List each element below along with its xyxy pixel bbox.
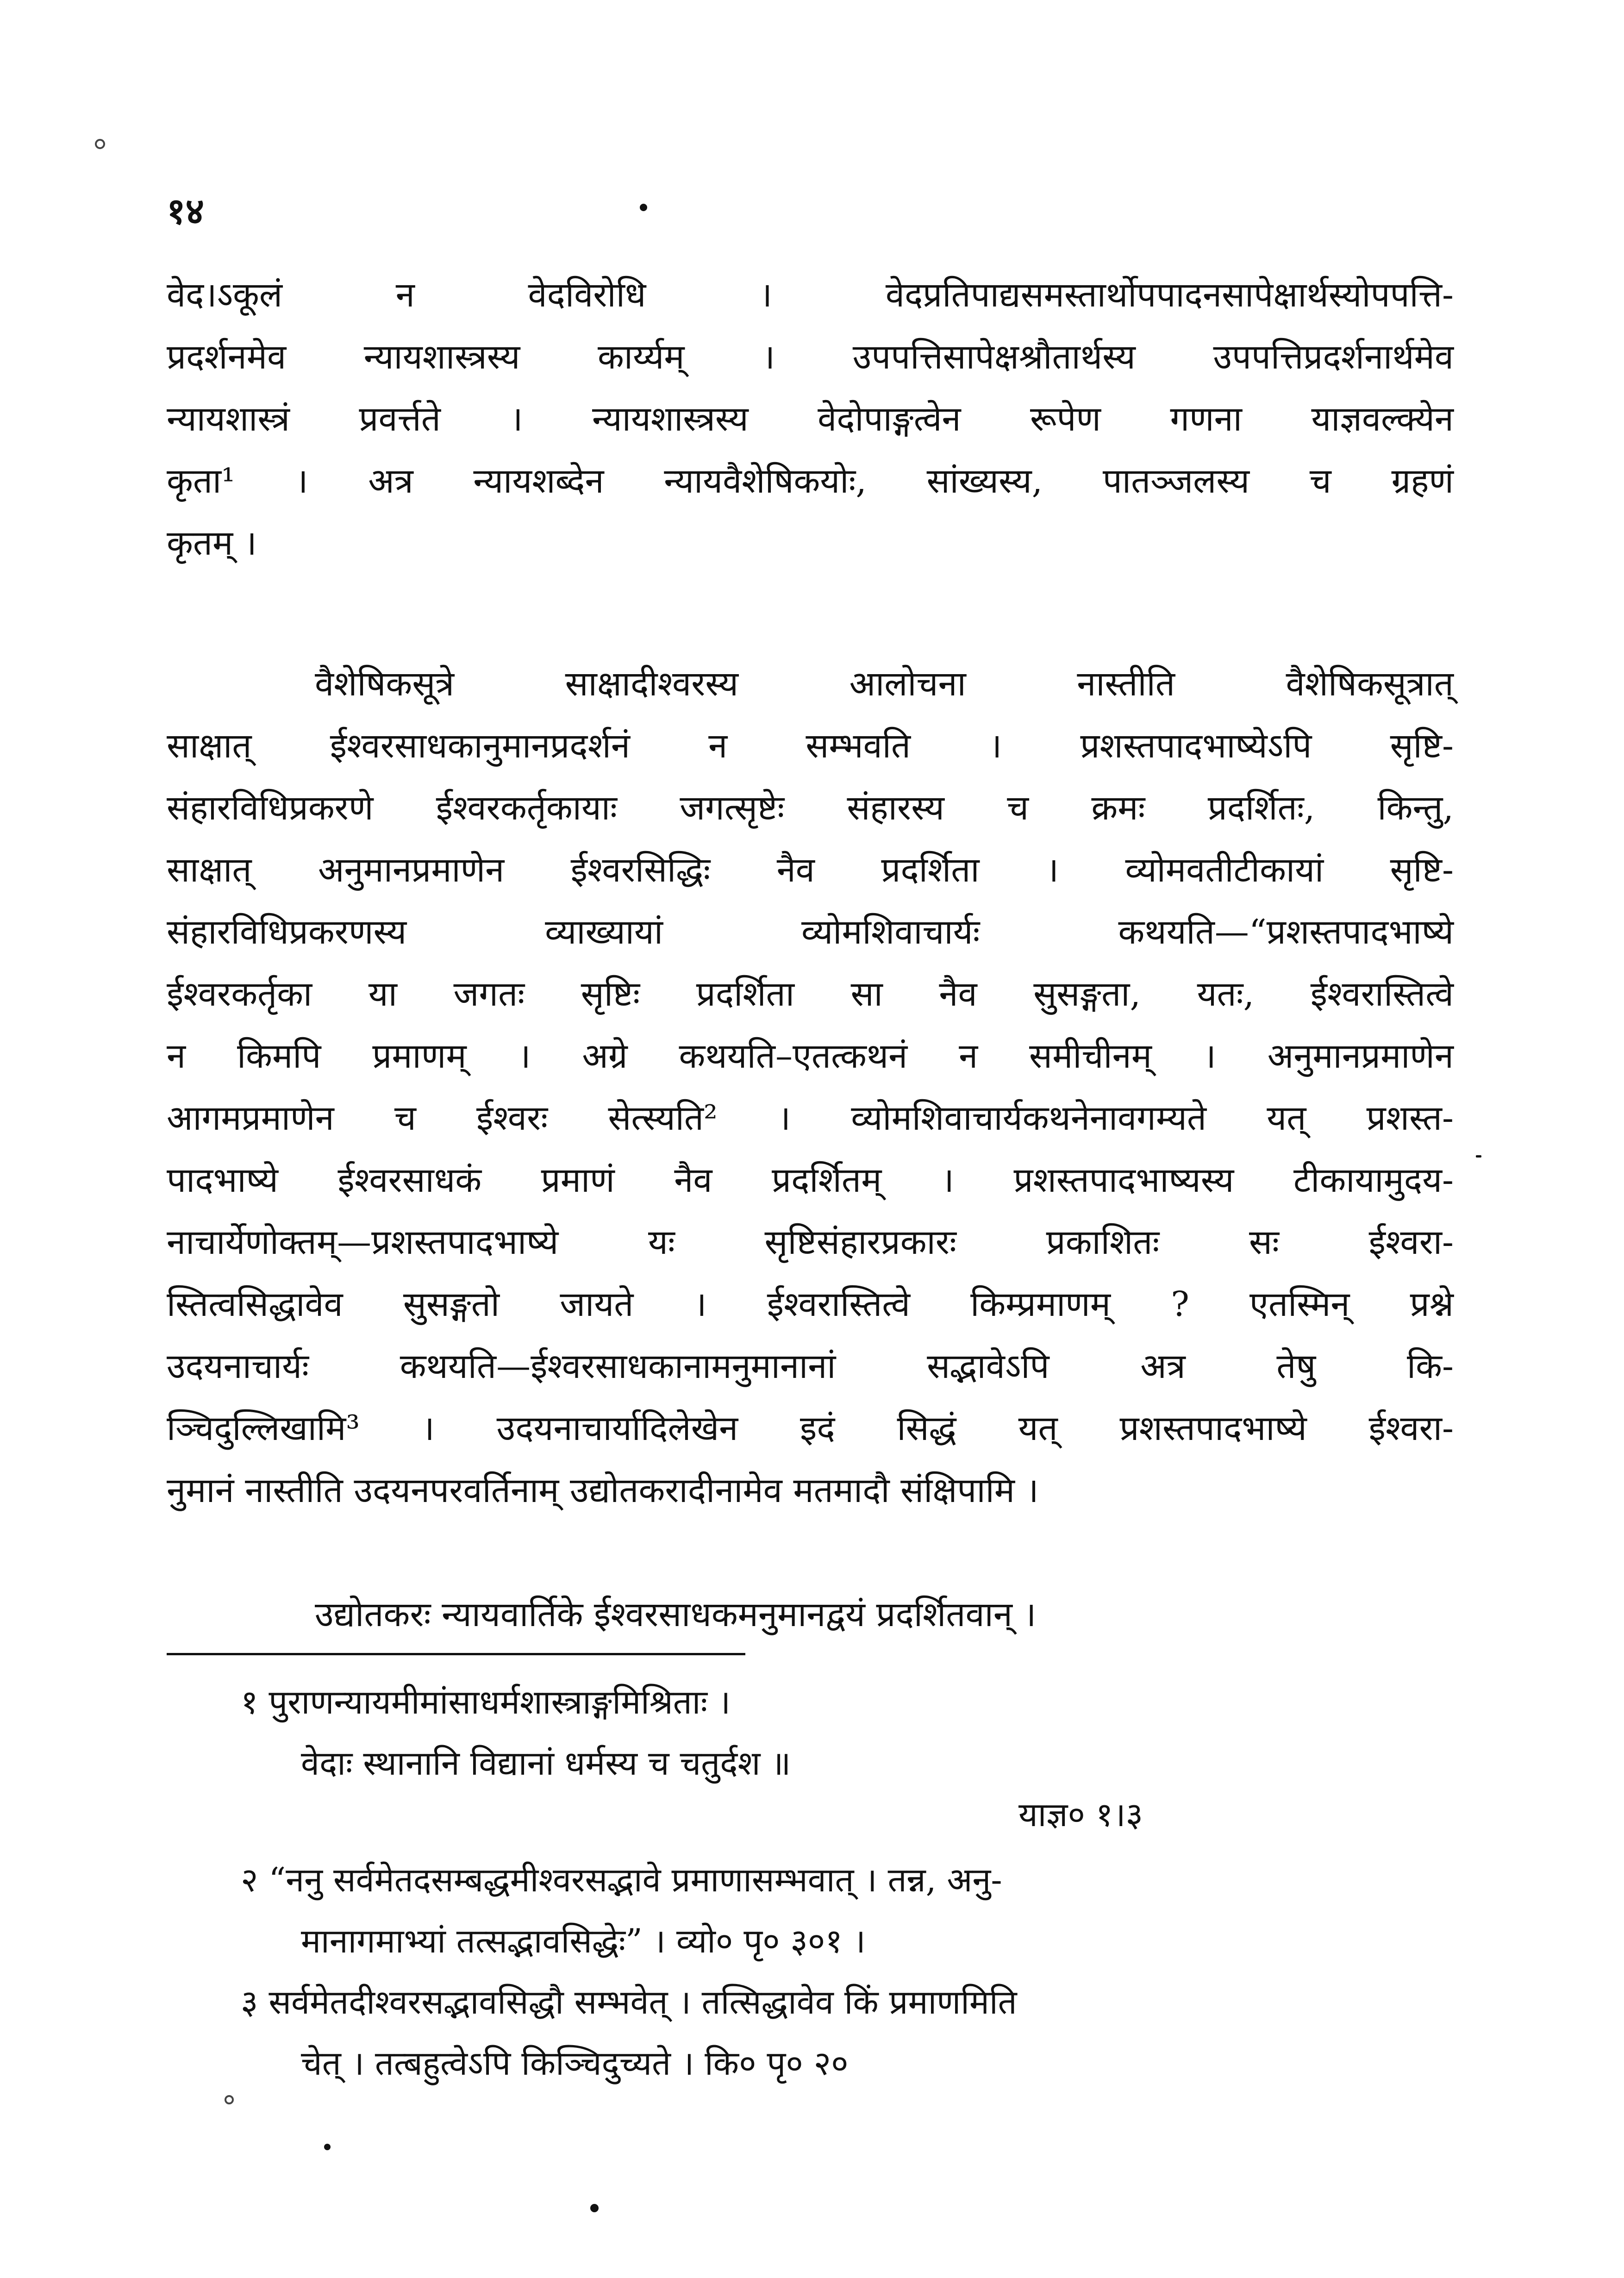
scan-speck [225,2095,234,2104]
footnote-1-line: १ पुराणन्यायमीमांसाधर्मशास्त्राङ्गमिश्रिताः । [241,1683,731,1721]
text-line: कृता¹ । अत्र न्यायशब्देन न्यायवैशेषिकयोः, सांख्यस्य, पातञ्जलस्य च ग्रहणं [167,461,1454,501]
footnotes [241,1671,1454,2094]
paragraph-1 [167,264,1454,574]
text-line: प्रदर्शनमेव न्यायशास्त्रस्य कार्य्यम् । उपपत्तिसापेक्षश्रौतार्थस्य उपपत्तिप्रदर्शनार्थमेव [167,337,1454,377]
text-line: नाचार्येणोक्तम्—प्रशस्तपादभाष्ये यः सृष्टिसंहारप्रकारः प्रकाशितः सः ईश्वरा- [167,1222,1454,1262]
footnote-divider [167,1653,745,1655]
scan-speck [590,2204,599,2212]
scan-speck [95,139,105,149]
text-line: वैशेषिकसूत्रे साक्षादीश्वरस्य आलोचना नास्तीति वैशेषिकसूत्रात् [315,664,1454,704]
text-line: न किमपि प्रमाणम् । अग्रे कथयति–एतत्कथनं न समीचीनम् । अनुमानप्रमाणेन [167,1036,1454,1076]
footnote-1-line: वेदाः स्थानानि विद्यानां धर्मस्य च चतुर्दश ॥ [301,1744,791,1783]
text-line: पादभाष्ये ईश्वरसाधकं प्रमाणं नैव प्रदर्शितम् । प्रशस्तपादभाष्यस्य टीकायामुदय- [167,1160,1454,1200]
scan-speck [1476,1155,1481,1158]
footnote-2-line: मानागमाभ्यां तत्सद्भावसिद्धेः” । व्यो० पृ० ३०१ । [301,1921,866,1960]
text-line: नुमानं नास्तीति उदयनपरवर्तिनाम् उद्योतकरादीनामेव मतमादौ संक्षिपामि । [167,1471,1039,1510]
paragraph-2 [167,653,1454,1521]
footnote-2-line: २ “ननु सर्वमेतदसम्बद्धमीश्वरसद्भावे प्रमाणासम्भवात् । तन्न, अनु- [241,1860,1002,1899]
page-number: १४ [167,190,205,232]
text-line: संहारविधिप्रकरणे ईश्वरकर्तृकायाः जगत्सृष्टेः संहारस्य च क्रमः प्रदर्शितः, किन्तु, [167,788,1454,828]
text-line: आगमप्रमाणेन च ईश्वरः सेत्स्यति² । व्योमशिवाचार्यकथनेनावगम्यते यत् प्रशस्त- [167,1098,1454,1138]
text-line: उद्योतकरः न्यायवार्तिके ईश्वरसाधकमनुमानद्वयं प्रदर्शितवान् । [315,1595,1037,1634]
text-line: कृतम् । [167,523,257,563]
text-line: वेद।ऽकूलं न वेदविरोधि । वेदप्रतिपाद्यसमस्तार्थोपपादनसापेक्षार्थस्योपपत्ति- [167,275,1454,315]
footnote-1-reference: याज्ञ० १।३ [1018,1795,1143,1834]
text-line: संहारविधिप्रकरणस्य व्याख्यायां व्योमशिवाचार्यः कथयति—“प्रशस्तपादभाष्ये [167,912,1454,952]
text-line: स्तित्वसिद्धावेव सुसङ्गतो जायते । ईश्वरास्तित्वे किम्प्रमाणम् ? एतस्मिन् प्रश्ने [167,1284,1454,1324]
text-line: न्यायशास्त्रं प्रवर्त्तते । न्यायशास्त्रस्य वेदोपाङ्गत्वेन रूपेण गणना याज्ञवल्क्येन [167,399,1454,439]
scan-speck [324,2144,331,2150]
text-line: ईश्वरकर्तृका या जगतः सृष्टिः प्रदर्शिता सा नैव सुसङ्गता, यतः, ईश्वरास्तित्वे [167,974,1454,1014]
text-line: साक्षात् अनुमानप्रमाणेन ईश्वरसिद्धिः नैव प्रदर्शिता । व्योमवतीटीकायां सृष्टि- [167,850,1454,890]
paragraph-3 [167,1583,1454,1646]
text-line: साक्षात् ईश्वरसाधकानुमानप्रदर्शनं न सम्भवति । प्रशस्तपादभाष्येऽपि सृष्टि- [167,726,1454,766]
footnote-3-line: चेत् । तत्बहुत्वेऽपि किञ्चिदुच्यते । कि० पृ० २० [301,2044,849,2083]
scan-speck [640,204,647,211]
footnote-3-line: ३ सर्वमेतदीश्वरसद्भावसिद्धौ सम्भवेत् । तत्सिद्धावेव किं प्रमाणमिति [241,1983,1017,2021]
text-line: ञ्चिदुल्लिखामि³ । उदयनाचार्यादिलेखेन इदं सिद्धं यत् प्रशस्तपादभाष्ये ईश्वरा- [167,1408,1454,1448]
text-line: उदयनाचार्यः कथयति—ईश्वरसाधकानामनुमानानां सद्भावेऽपि अत्र तेषु कि- [167,1346,1454,1386]
